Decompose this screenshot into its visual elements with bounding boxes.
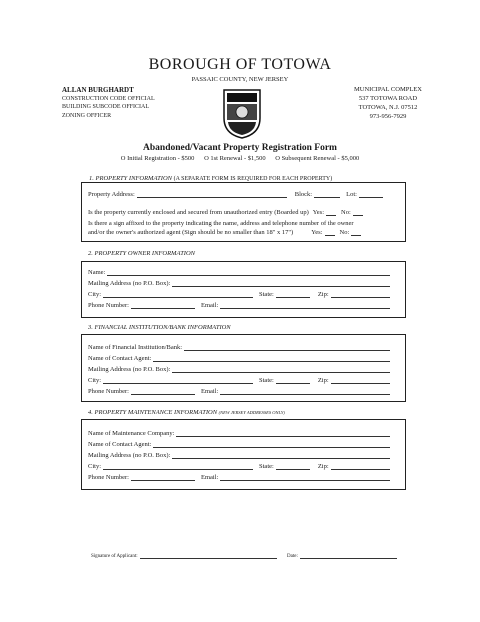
borough-title: BOROUGH OF TOTOWA (148, 56, 332, 73)
maint-state-field[interactable] (276, 462, 310, 470)
bank-state-field[interactable] (276, 376, 310, 384)
maint-email-field[interactable] (220, 473, 390, 481)
lot-field[interactable] (359, 190, 383, 198)
address-line-4: 973-956-7929 (369, 113, 407, 120)
maint-mailing-row: Mailing Address (no P.O. Box): (88, 451, 392, 459)
municipal-address-block (338, 85, 438, 121)
official-name: ALLAN BURGHARDT (62, 86, 134, 94)
sign-question-row-b: and/or the owner's authorized agent (Sign should be no smaller than 18" x 17") Yes: No: (88, 228, 404, 236)
section-1-box (81, 182, 406, 242)
sign-question-row-a: Is there a sign affixed to the property indicating the name, address and telephone number of the owner (88, 220, 354, 227)
signature-row: Signature of Applicant: (91, 551, 279, 559)
date-field[interactable] (300, 551, 397, 559)
maint-mailing-field[interactable] (172, 451, 390, 459)
registration-types (0, 155, 480, 162)
county-line: PASSAIC COUNTY, NEW JERSEY (191, 76, 289, 83)
section-3-heading: 3. FINANCIAL INSTITUTION/BANK INFORMATION (88, 324, 231, 331)
section-4-box (81, 419, 406, 490)
owner-city-row: City: State: Zip: (88, 290, 392, 298)
official-title-3: ZONING OFFICER (62, 112, 112, 119)
maint-name-row: Name of Maintenance Company: (88, 429, 392, 437)
official-title-2: BUILDING SUBCODE OFFICIAL (62, 104, 150, 110)
owner-email-field[interactable] (220, 301, 390, 309)
owner-mailing-row: Mailing Address (no P.O. Box): (88, 279, 392, 287)
owner-phone-field[interactable] (131, 301, 195, 309)
secured-question-row: Is the property currently enclosed and secured from unauthorized entry (Boarded up) Yes: No: (88, 208, 404, 216)
maint-contact-row: Name of Contact Agent: (88, 440, 392, 448)
address-line-3: TOTOWA, N.J. 07512 (358, 104, 418, 111)
maint-phone-row: Phone Number: Email: (88, 473, 392, 481)
section-3-box (81, 334, 406, 402)
maint-city-row: City: State: Zip: (88, 462, 392, 470)
section-4-note: (NEW JERSEY ADDRESSES ONLY) (218, 410, 285, 415)
secured-yes-field[interactable] (326, 208, 336, 216)
bank-contact-row: Name of Contact Agent: (88, 354, 392, 362)
section-1-heading: 1. PROPERTY INFORMATION (A SEPARATE FORM IS REQUIRED FOR EACH PROPERTY) (89, 175, 333, 182)
section-4-heading: 4. PROPERTY MAINTENANCE INFORMATION (NEW JERSEY ADDRESSES ONLY) (88, 409, 285, 416)
owner-mailing-field[interactable] (172, 279, 390, 287)
section-2-heading: 2. PROPERTY OWNER INFORMATION (88, 250, 195, 257)
bank-zip-field[interactable] (331, 376, 390, 384)
property-address-row: Property Address: Block: Lot: (88, 190, 398, 198)
section-2-box (81, 261, 406, 318)
property-address-field[interactable] (137, 190, 287, 198)
reg-initial-option[interactable]: O Initial Registration - $500 (120, 155, 195, 162)
sign-no-field[interactable] (351, 228, 361, 236)
form-title: Abandoned/Vacant Property Registration Form (143, 143, 337, 153)
date-row: Date: (287, 551, 399, 559)
secured-no-field[interactable] (353, 208, 363, 216)
owner-state-field[interactable] (276, 290, 310, 298)
maint-contact-field[interactable] (153, 440, 390, 448)
bank-mailing-field[interactable] (172, 365, 390, 373)
reg-subsequent-renewal-option[interactable]: O Subsequent Renewal - $5,000 (275, 155, 360, 162)
bank-name-row: Name of Financial Institution/Bank: (88, 343, 392, 351)
owner-zip-field[interactable] (331, 290, 390, 298)
owner-name-field[interactable] (107, 268, 390, 276)
bank-name-field[interactable] (184, 343, 390, 351)
maint-name-field[interactable] (176, 429, 390, 437)
bank-city-row: City: State: Zip: (88, 376, 392, 384)
bank-mailing-row: Mailing Address (no P.O. Box): (88, 365, 392, 373)
signature-field[interactable] (140, 551, 277, 559)
bank-contact-field[interactable] (153, 354, 390, 362)
maint-zip-field[interactable] (331, 462, 390, 470)
bank-phone-field[interactable] (131, 387, 195, 395)
owner-phone-row: Phone Number: Email: (88, 301, 392, 309)
official-title-1: CONSTRUCTION CODE OFFICIAL (62, 95, 155, 102)
section-1-note: (A SEPARATE FORM IS REQUIRED FOR EACH PROPERTY) (173, 176, 333, 182)
bank-email-field[interactable] (220, 387, 390, 395)
maint-city-field[interactable] (103, 462, 253, 470)
owner-name-row: Name: (88, 268, 392, 276)
block-field[interactable] (314, 190, 340, 198)
address-line-1: MUNICIPAL COMPLEX (354, 86, 422, 93)
official-block (62, 86, 155, 120)
address-line-2: 537 TOTOWA ROAD (358, 95, 418, 102)
bank-phone-row: Phone Number: Email: (88, 387, 392, 395)
sign-yes-field[interactable] (325, 228, 335, 236)
maint-phone-field[interactable] (131, 473, 195, 481)
reg-first-renewal-option[interactable]: O 1st Renewal - $1,500 (204, 155, 266, 162)
bank-city-field[interactable] (103, 376, 253, 384)
borough-seal-icon (222, 88, 262, 140)
owner-city-field[interactable] (103, 290, 253, 298)
